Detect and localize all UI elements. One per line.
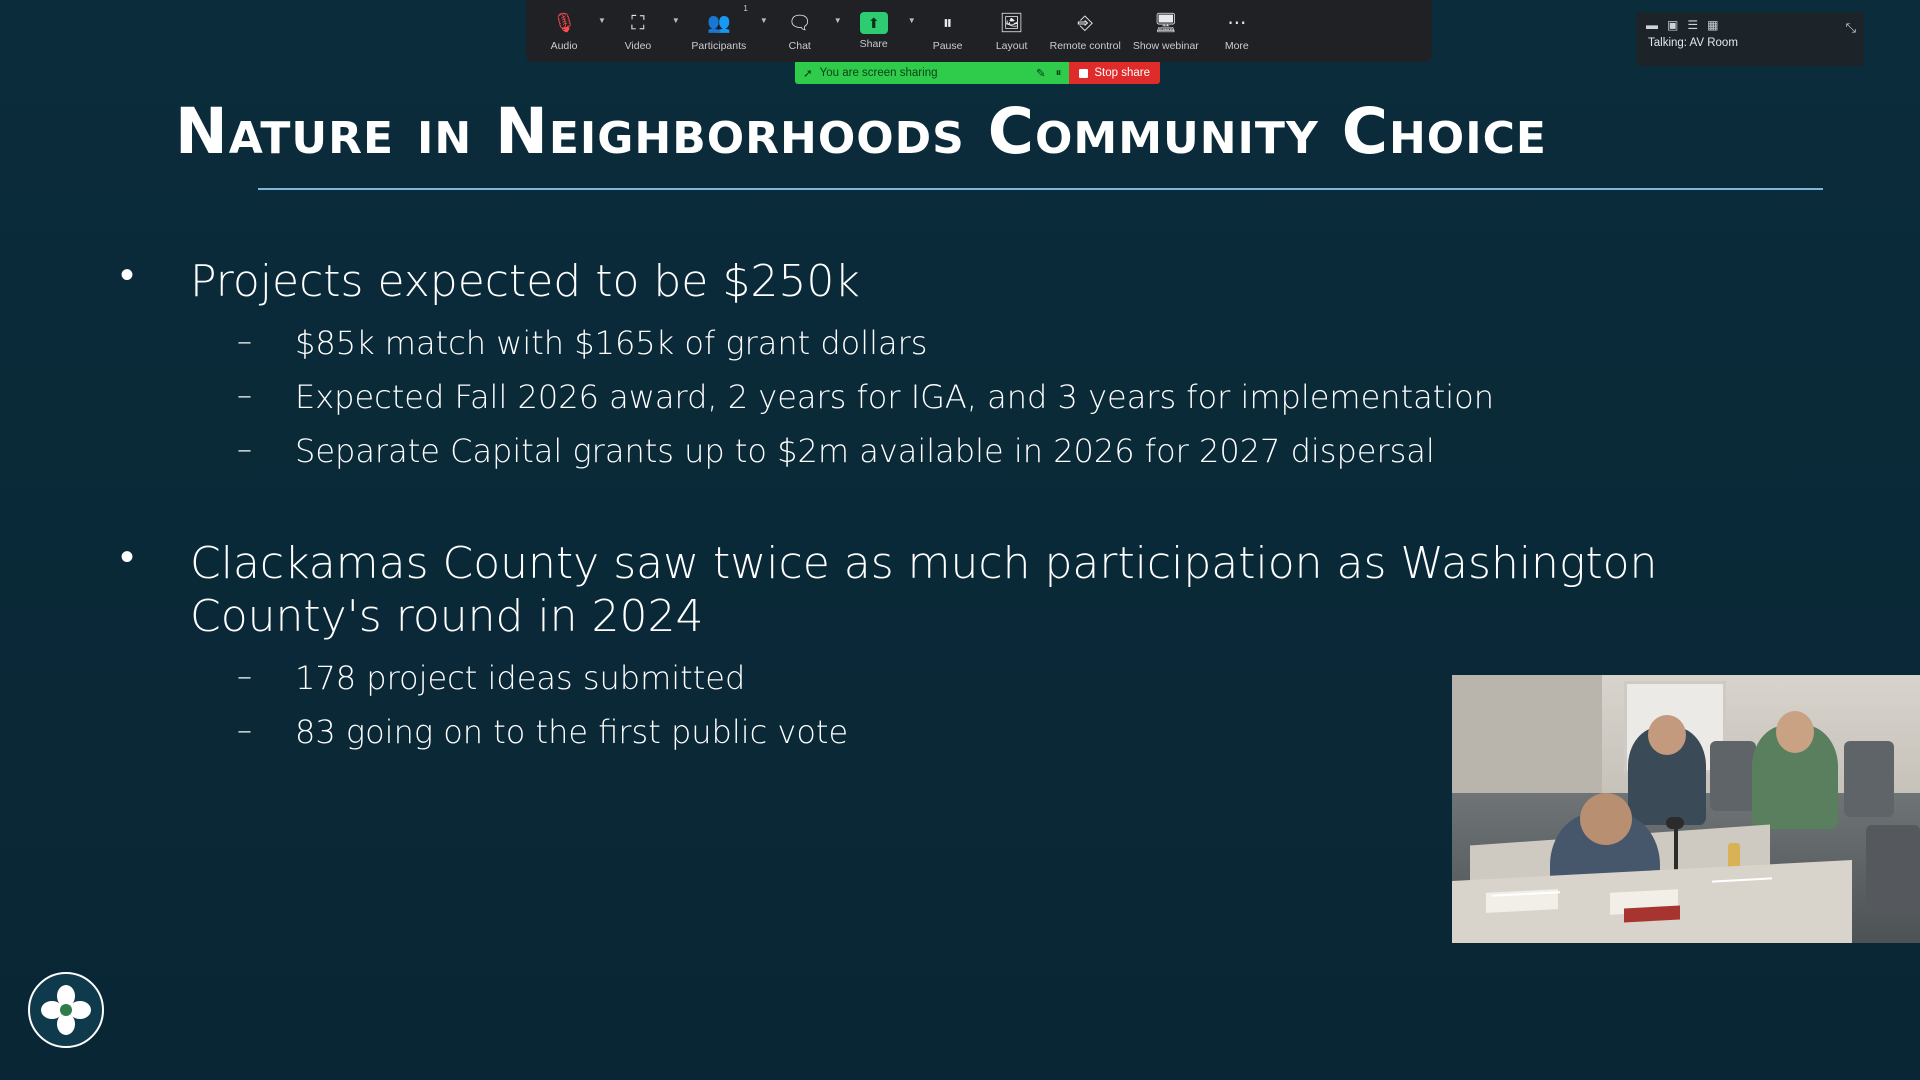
- talking-indicator-label: Talking: AV Room: [1648, 37, 1738, 49]
- video-chair: [1866, 825, 1920, 915]
- toolbar-participants-group[interactable]: [680, 2, 768, 60]
- expand-icon[interactable]: ⤡: [1845, 20, 1856, 35]
- toolbar-participants-button[interactable]: [680, 2, 758, 60]
- zoom-meeting-toolbar[interactable]: [526, 0, 1432, 62]
- active-speaker-panel[interactable]: [1636, 12, 1864, 66]
- screen-share-status-bar: [795, 62, 1160, 84]
- bullet-group-spacer: [110, 471, 1860, 537]
- toolbar-show-webinar-label: Show webinar: [1132, 40, 1199, 52]
- video-microphone: [1666, 817, 1684, 829]
- pause-circle-icon[interactable]: ⏸: [1055, 66, 1062, 79]
- toolbar-chat-group[interactable]: [768, 2, 842, 60]
- bullet-sub-2-1: – 178 project ideas submitted: [110, 658, 1860, 698]
- toolbar-more-button[interactable]: [1205, 2, 1269, 60]
- chat-icon: 🗨: [787, 12, 812, 34]
- bullet-sub-1-3: – Separate Capital grants up to $2m available in 2026 for 2027 dispersal: [110, 431, 1860, 471]
- show-webinar-icon: 🖥: [1153, 12, 1178, 34]
- video-chevron-down-icon[interactable]: ▼: [671, 16, 680, 25]
- video-participant-head: [1580, 793, 1632, 845]
- toolbar-video-group[interactable]: [606, 2, 680, 60]
- toolbar-chat-button[interactable]: [768, 2, 832, 60]
- chat-chevron-down-icon[interactable]: ▼: [833, 16, 842, 25]
- bullet-sub-1-2: – Expected Fall 2026 award, 2 years for IGA, and 3 years for implementation: [110, 377, 1860, 417]
- bullet-sub-2-2: – 83 going on to the first public vote: [110, 712, 1860, 752]
- share-status-text: You are screen sharing: [819, 67, 938, 79]
- bullet-primary-1: • Projects expected to be $250k: [110, 255, 1860, 309]
- minimize-icon[interactable]: ▬: [1646, 18, 1658, 32]
- participants-count-badge: 1: [743, 4, 748, 13]
- bullet-sub-1-1: – $85k match with $165k of grant dollars: [110, 323, 1860, 363]
- speaker-view-controls[interactable]: [1636, 12, 1864, 31]
- video-participant-head: [1776, 711, 1814, 753]
- toolbar-video-label: Video: [624, 40, 652, 52]
- toolbar-pause-label: Pause: [932, 40, 963, 52]
- video-participant-head: [1648, 715, 1686, 755]
- grid-view-icon[interactable]: ▦: [1707, 18, 1719, 32]
- toolbar-audio-button[interactable]: [532, 2, 596, 60]
- toolbar-layout-label: Layout: [995, 40, 1028, 52]
- share-chevron-down-icon[interactable]: ▼: [907, 16, 916, 25]
- toolbar-remote-control-button[interactable]: [1044, 2, 1127, 60]
- page-title: Nature in Neighborhoods Community Choice: [175, 95, 1547, 168]
- share-status-indicator: [795, 62, 1028, 84]
- toolbar-chat-label: Chat: [788, 40, 811, 52]
- pause-icon: ⏸: [942, 12, 953, 34]
- title-underline-divider: [258, 188, 1823, 190]
- toolbar-share-group[interactable]: [842, 2, 916, 60]
- participants-icon: 👥: [707, 12, 731, 34]
- toolbar-layout-button[interactable]: [980, 2, 1044, 60]
- toolbar-participants-label: Participants: [691, 40, 747, 52]
- video-chair: [1710, 741, 1756, 811]
- video-chair: [1844, 741, 1894, 817]
- camera-off-icon: ⛶: [631, 12, 645, 34]
- share-screen-icon: ⬆: [860, 12, 888, 34]
- video-wall-side: [1452, 675, 1602, 795]
- microphone-muted-icon: 🎙: [551, 12, 577, 34]
- more-ellipsis-icon: ⋯: [1227, 12, 1247, 34]
- single-view-icon[interactable]: ▣: [1667, 18, 1679, 32]
- bullet-primary-2: • Clackamas County saw twice as much participation as Washington County's round in 2024: [110, 537, 1860, 644]
- audio-chevron-down-icon[interactable]: ▼: [598, 16, 606, 25]
- toolbar-audio-label: Audio: [550, 40, 578, 52]
- toolbar-audio-group[interactable]: [532, 2, 606, 60]
- toolbar-more-label: More: [1224, 40, 1249, 52]
- stop-share-button[interactable]: [1069, 62, 1160, 84]
- dogwood-flower-logo: [28, 972, 104, 1048]
- list-view-icon[interactable]: ☰: [1687, 18, 1699, 32]
- stop-share-label: Stop share: [1094, 67, 1150, 79]
- toolbar-remote-control-label: Remote control: [1049, 40, 1121, 52]
- annotate-pencil-icon[interactable]: ✎: [1035, 68, 1046, 80]
- toolbar-video-button[interactable]: [606, 2, 670, 60]
- stop-square-icon: [1079, 69, 1088, 78]
- remote-control-icon: ⎆: [1077, 12, 1093, 34]
- participants-chevron-down-icon[interactable]: ▼: [759, 16, 768, 25]
- meeting-room-video-feed[interactable]: [1452, 675, 1920, 943]
- video-red-folder: [1624, 906, 1680, 923]
- share-arrow-icon: ➚: [803, 68, 813, 80]
- toolbar-share-label: Share: [859, 38, 888, 50]
- toolbar-pause-button[interactable]: [916, 2, 980, 60]
- toolbar-share-button[interactable]: [842, 2, 906, 60]
- share-quick-actions[interactable]: [1028, 62, 1069, 84]
- toolbar-show-webinar-button[interactable]: [1127, 2, 1205, 60]
- layout-icon: 🖼: [999, 12, 1024, 34]
